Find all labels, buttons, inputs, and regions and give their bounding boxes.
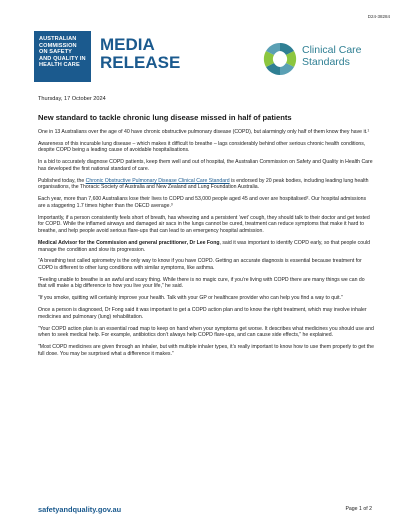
paragraph-text: is endorsed by 20 peak bodies, including leading lung health organisations, the Thoracic Society of Australia and New Zealand and Lung Foundation Australia. — [38, 177, 369, 191]
paragraph: “If you smoke, quitting will certainly improve your health. Talk with your GP or healthcare provider who can help you find a way to quit.” — [38, 295, 343, 302]
release-date: Thursday, 17 October 2024 — [38, 96, 106, 102]
paragraph: “A breathing test called spirometry is the only way to know if you have COPD. Getting an accurate diagnosis is essential because treatment for COPD is different to other lung conditions with similar symptoms, like asthma. — [38, 258, 362, 271]
acsqhc-logo — [34, 31, 91, 82]
paragraph — [38, 240, 374, 253]
paragraph-text: , said it was important to identify COPD early, so that people could manage the condition and slow its progression. — [38, 239, 370, 253]
media-release-line: RELEASE — [100, 53, 181, 72]
logo-line: AUSTRALIAN — [39, 36, 77, 42]
paragraph: In a bid to accurately diagnose COPD patients, keep them well and out of hospital, the Australian Commission on Safety and Quality in Health Care has developed the first national standard of care. — [38, 159, 373, 172]
headline: New standard to tackle chronic lung disease missed in half of patients — [38, 113, 292, 122]
logo-line: COMMISSION — [39, 42, 77, 49]
paragraph — [38, 178, 374, 191]
media-release-title — [100, 36, 180, 72]
clinical-care-standards-icon — [262, 41, 298, 77]
paragraph: “Feeling unable to breathe is an awful and scary thing. While there is no magic cure, if you’re living with COPD there are many things we can do that will make a big difference to how you live your life,” he said. — [38, 276, 365, 290]
document-reference: D24-38284 — [367, 14, 390, 19]
paragraph: “Your COPD action plan is an essential road map to keep on hand when your symptoms get worse. It describes what medicines you should use and when to seek medical help. For example, antibiotics don’t always help COPD flare-ups, and can cause side effects,” he explained. — [38, 325, 374, 339]
media-release-line: MEDIA — [100, 35, 155, 54]
paragraph: “Most COPD medicines are given through an inhaler, but with multiple inhaler types, it’s really important to know how to use them properly to get the full dose. You may be surprised what a difference it makes.” — [38, 344, 374, 357]
paragraph-text: Published today, the — [38, 177, 86, 184]
paragraph: Awareness of this incurable lung disease – which makes it difficult to breathe – lags considerably behind other serious chronic health conditions, despite COPD being a leading cause of avoidable hospitalisations. — [38, 140, 366, 154]
paragraph: Once a person is diagnosed, Dr Fong said it was important to get a COPD action plan and to know the right treatment, which may involve inhaler medicines and pulmonary (lung) rehabilitation. — [38, 307, 367, 320]
ccs-line: Clinical Care — [302, 44, 362, 56]
page-number: Page 1 of 2 — [345, 506, 372, 512]
paragraph: Importantly, if a person consistently feels short of breath, has wheezing and a persistent ‘wet’ cough, they should talk to their doctor and get tested for COPD. While the inflamed airways and damaged air sacs in the lungs cannot be cured, treatment can reduce symptoms that make it hard to breathe, and help people avoid serious flare-ups that can lead to an emergency hospital admission. — [38, 214, 370, 235]
logo-line: ON SAFETY — [39, 49, 72, 56]
article-body — [38, 129, 374, 363]
logo-line: HEALTH CARE — [39, 62, 80, 69]
standard-link[interactable]: Chronic Obstructive Pulmonary Disease Clinical Care Standard — [85, 177, 230, 184]
speaker-name: Medical Advisor for the Commission and general practitioner, Dr Lee Fong — [38, 239, 220, 246]
ccs-line: Standards — [302, 56, 350, 68]
paragraph: One in 13 Australians over the age of 40 have chronic obstructive pulmonary disease (COPD), but alarmingly only half of them know they have it.¹ — [38, 129, 370, 135]
footer-website-link[interactable]: safetyandquality.gov.au — [38, 505, 122, 514]
paragraph: Each year, more than 7,600 Australians lose their lives to COPD and 53,000 people aged 45 and over are hospitalised². Our hospital admissions are a staggering 1.7 times higher than the OECD average.³ — [38, 196, 367, 209]
logo-line: AND QUALITY IN — [39, 55, 86, 62]
clinical-care-standards-wordmark — [302, 44, 362, 68]
